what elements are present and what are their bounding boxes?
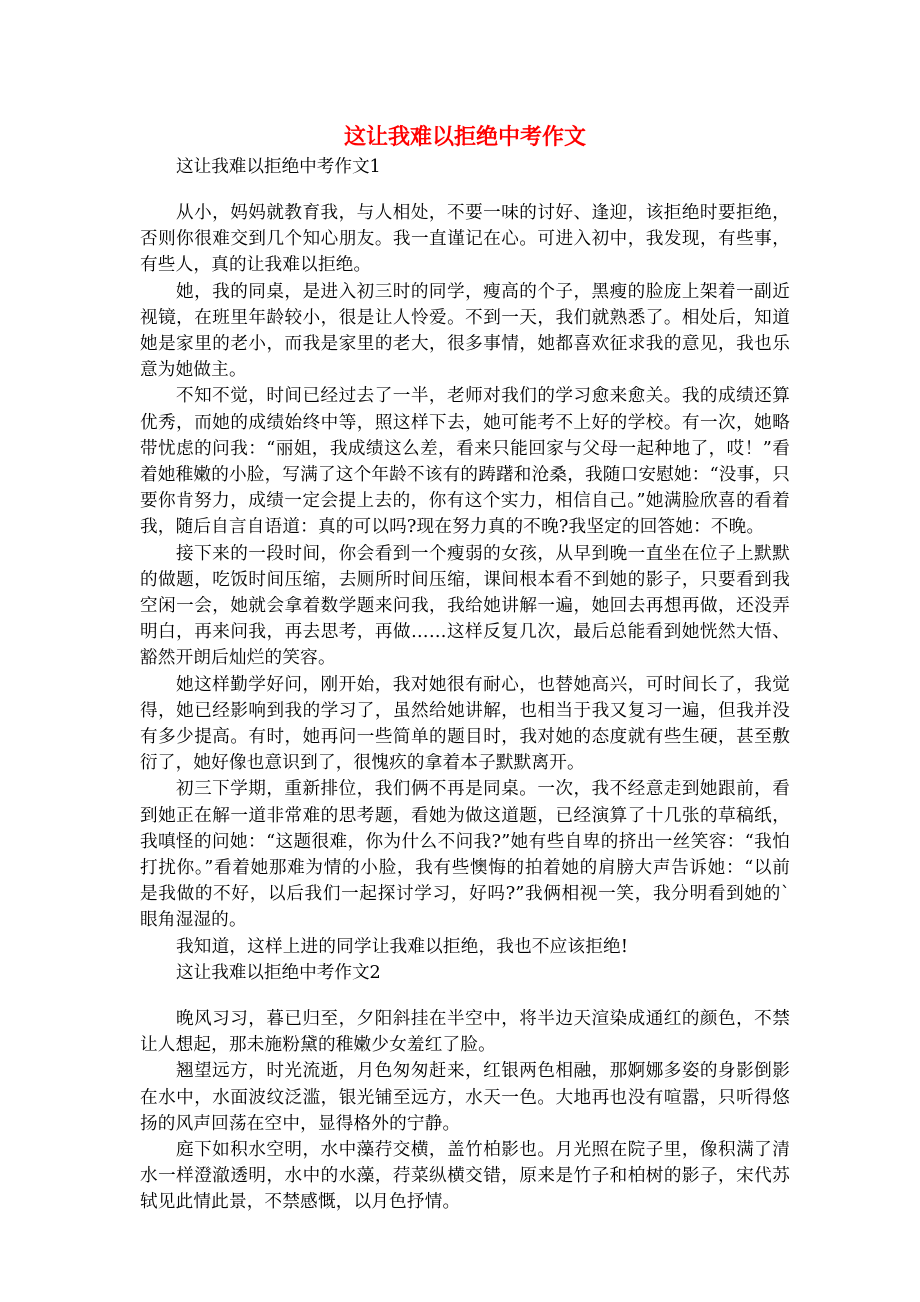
- section-2: [140, 960, 790, 1216]
- paragraph: 庭下如积水空明，水中藻荇交横，盖竹柏影也。月光照在院子里，像积满了清水一样澄澈透明，水中的水藻，荇菜纵横交错，原来是竹子和柏树的影子，宋代苏轼见此情此景，不禁感慨，以月色抒情。: [140, 1139, 790, 1213]
- paragraph: 接下来的一段时间，你会看到一个瘦弱的女孩，从早到晚一直坐在位子上默默的做题，吃饭时间压缩，去厕所时间压缩，课间根本看不到她的影子，只要看到我空闲一会，她就会拿着数学题来问我，我给她讲解一遍，她回去再想再做，还没弄明白，再来问我，再去思考，再做……这样反复几次，最后总能看到她恍然大悟、豁然开朗后灿烂的笑容。: [140, 543, 790, 669]
- paragraph: 初三下学期，重新排位，我们俩不再是同桌。一次，我不经意走到她跟前，看到她正在解一道非常难的思考题，看她为做这道题，已经演算了十几张的草稿纸，我嗔怪的问她：“这题很难，你为什么不问我?”她有些自卑的挤出一丝笑容：“我怕打扰你。”看着她那难为情的小脸，我有些懊悔的拍着她的肩膀大声告诉她：“以前是我做的不好，以后我们一起探讨学习，好吗?”我俩相视一笑，我分明看到她的`眼角湿湿的。: [140, 779, 790, 931]
- paragraph: 翘望远方，时光流逝，月色匆匆赶来，红银两色相融，那婀娜多姿的身影倒影在水中，水面波纹泛滥，银光铺至远方，水天一色。大地再也没有喧嚣，只听得悠扬的风声回荡在空中，显得格外的宁静。: [140, 1061, 790, 1134]
- section-heading: 这让我难以拒绝中考作文2: [176, 962, 381, 983]
- section-spacer: [140, 986, 790, 1006]
- section-heading: 这让我难以拒绝中考作文1: [176, 157, 381, 177]
- section-1: [140, 154, 790, 960]
- paragraph: 从小，妈妈就教育我，与人相处，不要一味的讨好、逢迎，该拒绝时要拒绝，否则你很难交到几个知心朋友。我一直谨记在心。可进入初中，我发现，有些事，有些人，真的让我难以拒绝。: [140, 203, 790, 276]
- section-spacer: [140, 180, 790, 200]
- paragraph: 不知不觉，时间已经过去了一半，老师对我们的学习愈来愈关。我的成绩还算优秀，而她的成绩始终中等，照这样下去，她可能考不上好的学校。有一次，她略带忧虑的问我：“丽姐，我成绩这么差，看来只能回家与父母一起种地了，哎！”看着她稚嫩的小脸，写满了这个年龄不该有的踌躇和沧桑，我随口安慰她：“没事，只要你肯努力，成绩一定会提上去的，你有这个实力，相信自己。”她满脸欣喜的看着我，随后自言自语道：真的可以吗?现在努力真的不晚?我坚定的回答她：不晚。: [140, 386, 790, 538]
- document-page: [140, 120, 790, 1216]
- paragraph: 晚风习习，暮已归至，夕阳斜挂在半空中，将半边天渲染成通红的颜色，不禁让人想起，那未施粉黛的稚嫩少女羞红了脸。: [140, 1008, 790, 1056]
- paragraph: 我知道，这样上进的同学让我难以拒绝，我也不应该拒绝!: [176, 936, 629, 957]
- paragraph: 她，我的同桌，是进入初三时的同学，瘦高的个子，黑瘦的脸庞上架着一副近视镜，在班里年龄较小，很是让人怜爱。不到一天，我们就熟悉了。相处后，知道她是家里的老小，而我是家里的老大，很多事情，她都喜欢征求我的意见，我也乐意为她做主。: [140, 281, 790, 381]
- paragraph: 她这样勤学好问，刚开始，我对她很有耐心，也替她高兴，可时间长了，我觉得，她已经影响到我的学习了，虽然给她讲解，也相当于我又复习一遍，但我并没有多少提高。有时，她再问一些简单的题目时，我对她的态度就有些生硬，甚至敷衍了，她好像也意识到了，很愧疚的拿着本子默默离开。: [140, 674, 790, 774]
- document-title: 这让我难以拒绝中考作文: [343, 124, 586, 150]
